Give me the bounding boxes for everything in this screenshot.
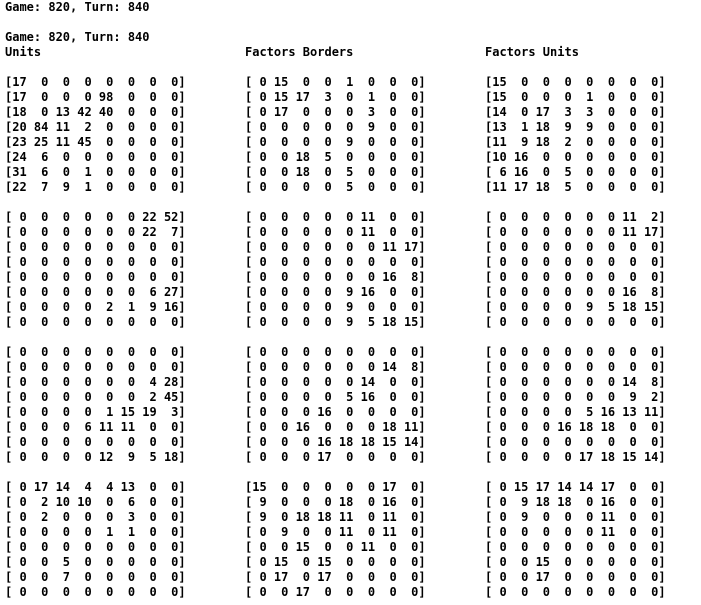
matrix-row: [17 0 0 0 0 0 0 0]	[5, 75, 186, 89]
matrix-row: [ 0 0 0 0 12 9 5 18]	[5, 450, 186, 464]
matrix-row: [ 0 0 0 16 0 0 0 0]	[245, 405, 426, 419]
matrix-row: [ 0 15 0 0 1 0 0 0]	[245, 75, 426, 89]
matrix-row: [ 0 0 0 0 5 16 0 0]	[245, 390, 426, 404]
matrix-row: [ 0 0 0 0 0 0 22 7]	[5, 225, 186, 239]
matrix-row: [ 0 0 15 0 0 11 0 0]	[245, 540, 426, 554]
matrix-row: [ 0 0 18 0 5 0 0 0]	[245, 165, 426, 179]
matrix-row: [ 0 0 0 0 0 0 16 8]	[485, 285, 666, 299]
matrix-row: [ 0 0 0 0 0 0 2 45]	[5, 390, 186, 404]
factors-borders-matrix-block-1	[245, 75, 426, 195]
matrix-row: [ 0 0 0 0 0 0 0 0]	[5, 345, 186, 359]
matrix-row: [ 0 0 0 16 18 18 0 0]	[485, 420, 666, 434]
matrix-row: [ 0 0 0 0 5 16 13 11]	[485, 405, 666, 419]
matrix-row: [ 0 0 0 0 0 0 0 0]	[5, 255, 186, 269]
matrix-row: [ 0 0 0 0 0 0 0 0]	[485, 435, 666, 449]
factors-units-matrix-block-1	[485, 75, 666, 195]
matrix-row: [ 0 0 0 0 0 0 0 0]	[5, 315, 186, 329]
matrix-row: [ 0 0 0 0 17 18 15 14]	[485, 450, 666, 464]
matrix-row: [ 0 0 0 0 2 1 9 16]	[5, 300, 186, 314]
factors-borders-matrix-block-4	[245, 480, 426, 600]
matrix-row: [ 0 17 14 4 4 13 0 0]	[5, 480, 186, 494]
matrix-row: [ 0 17 0 0 0 3 0 0]	[245, 105, 426, 119]
matrix-row: [ 0 0 7 0 0 0 0 0]	[5, 570, 186, 584]
matrix-row: [ 0 0 0 0 0 0 0 0]	[5, 585, 186, 599]
matrix-row: [24 6 0 0 0 0 0 0]	[5, 150, 186, 164]
matrix-row: [ 0 9 18 18 0 16 0 0]	[485, 495, 666, 509]
matrix-row: [ 0 2 10 10 0 6 0 0]	[5, 495, 186, 509]
matrix-row: [ 0 0 0 0 9 5 18 15]	[245, 315, 426, 329]
units-matrix-block-3	[5, 345, 186, 465]
matrix-row: [ 0 0 0 0 0 0 0 0]	[5, 360, 186, 374]
matrix-row: [15 0 0 0 0 0 0 0]	[485, 75, 666, 89]
matrix-row: [ 0 0 0 17 0 0 0 0]	[245, 450, 426, 464]
matrix-row: [23 25 11 45 0 0 0 0]	[5, 135, 186, 149]
matrix-row: [ 0 0 0 0 0 0 0 0]	[485, 360, 666, 374]
matrix-row: [ 0 0 0 0 9 16 0 0]	[245, 285, 426, 299]
matrix-row: [ 0 2 0 0 0 3 0 0]	[5, 510, 186, 524]
matrix-row: [ 0 0 0 0 0 0 0 0]	[5, 270, 186, 284]
matrix-row: [ 0 0 15 0 0 0 0 0]	[485, 555, 666, 569]
matrix-row: [ 9 0 0 0 18 0 16 0]	[245, 495, 426, 509]
matrix-row: [ 9 0 18 18 11 0 11 0]	[245, 510, 426, 524]
units-matrix-block-1	[5, 75, 186, 195]
matrix-row: [17 0 0 0 98 0 0 0]	[5, 90, 186, 104]
matrix-row: [14 0 17 3 3 0 0 0]	[485, 105, 666, 119]
matrix-row: [ 0 0 17 0 0 0 0 0]	[245, 585, 426, 599]
matrix-row: [13 1 18 9 9 0 0 0]	[485, 120, 666, 134]
matrix-row: [18 0 13 42 40 0 0 0]	[5, 105, 186, 119]
matrix-row: [ 0 0 0 0 0 0 11 17]	[485, 225, 666, 239]
matrix-row: [ 0 17 0 17 0 0 0 0]	[245, 570, 426, 584]
matrix-row: [ 0 0 0 0 0 0 0 0]	[485, 345, 666, 359]
matrix-row: [15 0 0 0 0 0 17 0]	[245, 480, 426, 494]
matrix-row: [ 0 0 0 0 0 0 22 52]	[5, 210, 186, 224]
factors-units-matrix-block-3	[485, 345, 666, 465]
matrix-row: [ 0 0 0 0 1 15 19 3]	[5, 405, 186, 419]
matrix-row: [ 0 0 0 0 0 0 9 2]	[485, 390, 666, 404]
factors-units-matrix-block-4	[485, 480, 666, 600]
matrix-row: [11 9 18 2 0 0 0 0]	[485, 135, 666, 149]
units-column-header: Units	[5, 45, 42, 59]
matrix-row: [ 0 0 0 0 0 0 0 0]	[485, 240, 666, 254]
matrix-row: [ 0 0 16 0 0 0 18 11]	[245, 420, 426, 434]
matrix-row: [ 0 0 0 0 0 0 11 17]	[245, 240, 426, 254]
matrix-row: [ 0 0 0 0 9 0 0 0]	[245, 300, 426, 314]
matrix-row: [ 0 0 17 0 0 0 0 0]	[485, 570, 666, 584]
factors-units-matrix-block-2	[485, 210, 666, 330]
units-matrix-block-4	[5, 480, 186, 600]
matrix-row: [ 0 0 0 0 0 0 16 8]	[245, 270, 426, 284]
matrix-row: [10 16 0 0 0 0 0 0]	[485, 150, 666, 164]
matrix-row: [ 0 0 0 0 0 0 14 8]	[485, 375, 666, 389]
matrix-row: [15 0 0 0 1 0 0 0]	[485, 90, 666, 104]
matrix-row: [ 0 0 0 0 5 0 0 0]	[245, 180, 426, 194]
matrix-row: [ 0 0 0 0 1 1 0 0]	[5, 525, 186, 539]
matrix-row: [ 0 0 0 0 0 11 0 0]	[245, 225, 426, 239]
matrix-row: [ 0 0 0 0 0 11 0 0]	[245, 210, 426, 224]
game-turn-status: Game: 820, Turn: 840	[5, 0, 150, 14]
matrix-row: [ 0 0 0 0 0 9 0 0]	[245, 120, 426, 134]
factors-units-column-header: Factors Units	[485, 45, 579, 59]
matrix-row: [ 0 0 0 0 0 0 0 0]	[485, 585, 666, 599]
matrix-row: [ 0 0 0 0 0 0 0 0]	[485, 270, 666, 284]
units-matrix-block-2	[5, 210, 186, 330]
matrix-row: [ 0 0 0 0 0 0 0 0]	[485, 255, 666, 269]
matrix-row: [22 7 9 1 0 0 0 0]	[5, 180, 186, 194]
matrix-row: [ 0 0 0 6 11 11 0 0]	[5, 420, 186, 434]
factors-borders-matrix-block-3	[245, 345, 426, 465]
matrix-row: [ 0 0 0 0 9 0 0 0]	[245, 135, 426, 149]
matrix-row: [ 0 0 0 0 0 0 4 28]	[5, 375, 186, 389]
matrix-row: [ 0 0 0 16 18 18 15 14]	[245, 435, 426, 449]
matrix-row: [ 0 9 0 0 11 0 11 0]	[245, 525, 426, 539]
matrix-row: [ 0 0 0 0 0 0 0 0]	[245, 255, 426, 269]
matrix-row: [ 0 0 0 0 0 0 14 8]	[245, 360, 426, 374]
matrix-row: [ 0 0 0 0 0 0 0 0]	[5, 540, 186, 554]
factors-borders-matrix-block-2	[245, 210, 426, 330]
matrix-row: [ 0 0 0 0 0 0 0 0]	[485, 315, 666, 329]
matrix-row: [ 0 0 0 0 9 5 18 15]	[485, 300, 666, 314]
matrix-row: [11 17 18 5 0 0 0 0]	[485, 180, 666, 194]
matrix-row: [ 0 0 0 0 0 11 0 0]	[485, 525, 666, 539]
matrix-row: [20 84 11 2 0 0 0 0]	[5, 120, 186, 134]
matrix-row: [ 6 16 0 5 0 0 0 0]	[485, 165, 666, 179]
matrix-row: [ 0 0 0 0 0 14 0 0]	[245, 375, 426, 389]
matrix-row: [ 0 0 0 0 0 0 11 2]	[485, 210, 666, 224]
matrix-row: [ 0 0 0 0 0 0 0 0]	[5, 435, 186, 449]
matrix-row: [ 0 0 5 0 0 0 0 0]	[5, 555, 186, 569]
matrix-row: [ 0 15 17 3 0 1 0 0]	[245, 90, 426, 104]
matrix-row: [ 0 0 18 5 0 0 0 0]	[245, 150, 426, 164]
game-turn-heading: Game: 820, Turn: 840	[5, 30, 150, 44]
matrix-row: [ 0 15 17 14 14 17 0 0]	[485, 480, 666, 494]
factors-borders-column-header: Factors Borders	[245, 45, 354, 59]
matrix-row: [ 0 9 0 0 0 11 0 0]	[485, 510, 666, 524]
matrix-row: [ 0 0 0 0 0 0 0 0]	[485, 540, 666, 554]
matrix-row: [ 0 0 0 0 0 0 0 0]	[5, 240, 186, 254]
matrix-row: [ 0 15 0 15 0 0 0 0]	[245, 555, 426, 569]
matrix-row: [31 6 0 1 0 0 0 0]	[5, 165, 186, 179]
matrix-row: [ 0 0 0 0 0 0 6 27]	[5, 285, 186, 299]
matrix-row: [ 0 0 0 0 0 0 0 0]	[245, 345, 426, 359]
